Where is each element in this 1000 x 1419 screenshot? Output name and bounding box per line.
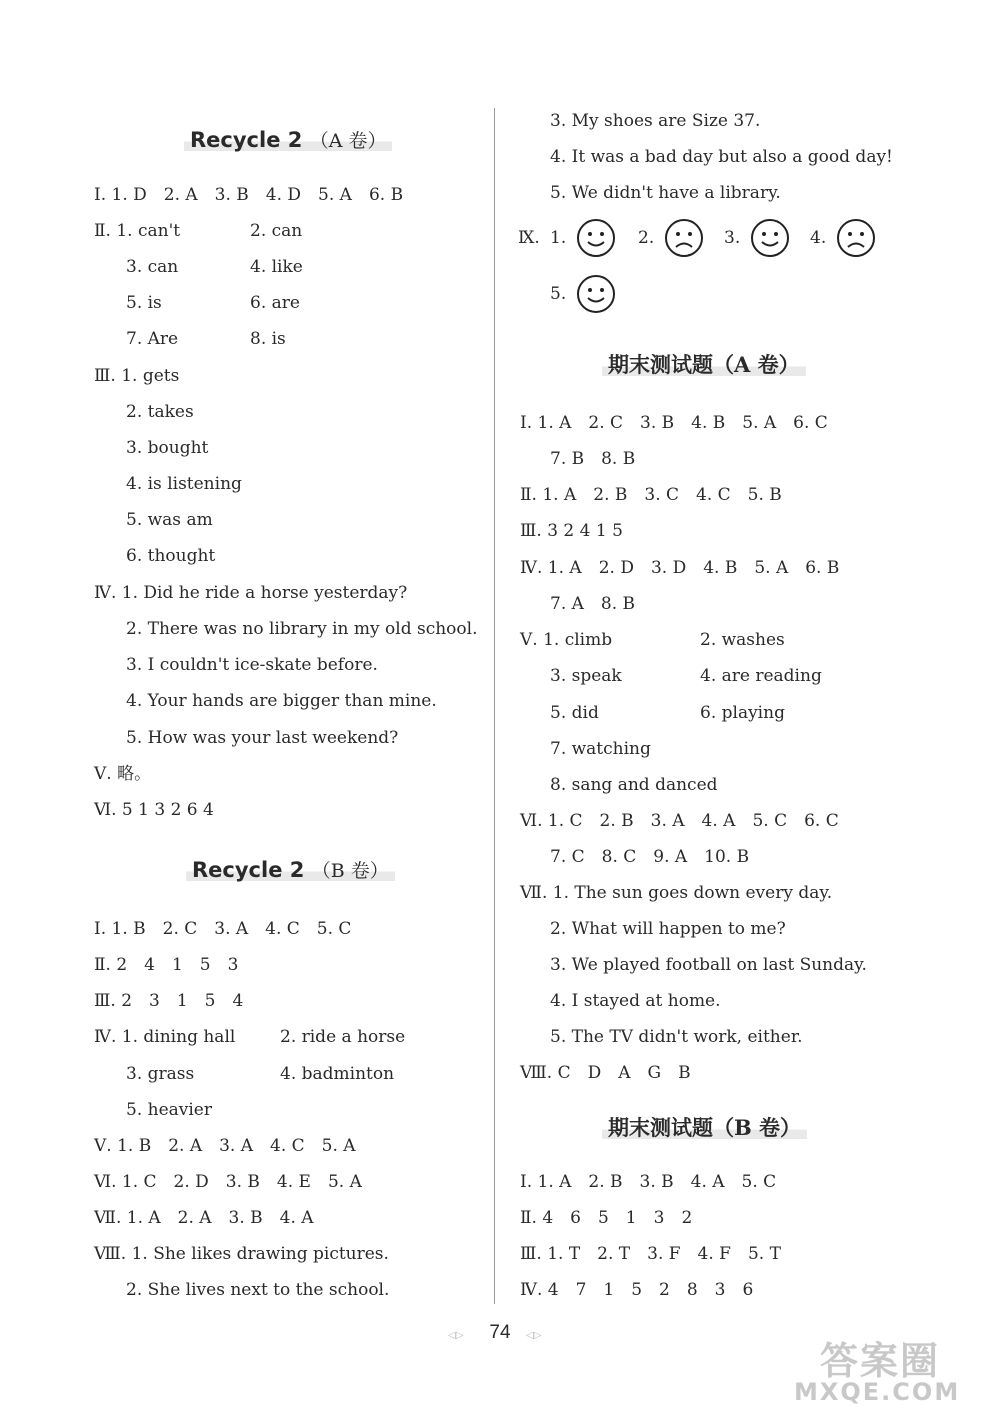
answer-line: 7. Are bbox=[126, 329, 179, 349]
answer-line: 3. grass bbox=[126, 1064, 195, 1084]
question-number: Ⅸ. bbox=[518, 228, 540, 248]
watermark-url: MXQE.COM bbox=[794, 1378, 961, 1406]
face-number: 1. bbox=[550, 228, 567, 248]
face-number: 4. bbox=[810, 228, 827, 248]
answer-line: 8. is bbox=[250, 329, 286, 349]
answer-line: 4. are reading bbox=[700, 666, 822, 686]
answer-line: 4. is listening bbox=[126, 474, 242, 494]
answer-line: Ⅶ. 1. A 2. A 3. B 4. A bbox=[94, 1208, 314, 1228]
answer-line: 4. It was a bad day but also a good day! bbox=[550, 147, 893, 167]
answer-line: Ⅰ. 1. A 2. B 3. B 4. A 5. C bbox=[520, 1172, 777, 1192]
answer-line: 6. playing bbox=[700, 703, 785, 723]
answer-line: Ⅳ. 1. A 2. D 3. D 4. B 5. A 6. B bbox=[520, 558, 840, 578]
answer-line: Ⅱ. 4 6 5 1 3 2 bbox=[520, 1208, 693, 1228]
section-title-recycle2-a bbox=[184, 126, 392, 154]
answer-line: Ⅳ. 1. Did he ride a horse yesterday? bbox=[94, 583, 408, 603]
answer-line: 3. We played football on last Sunday. bbox=[550, 955, 867, 975]
answer-line: 3. speak bbox=[550, 666, 622, 686]
answer-line: Ⅴ. 1. B 2. A 3. A 4. C 5. A bbox=[94, 1136, 356, 1156]
answer-line: 5. heavier bbox=[126, 1100, 212, 1120]
title-sub: （A 卷） bbox=[309, 130, 387, 152]
answer-line: 5. How was your last weekend? bbox=[126, 728, 399, 748]
answer-line: Ⅷ. C D A G B bbox=[520, 1063, 691, 1083]
smiley-face-icon bbox=[576, 218, 616, 258]
smiley-face-icon bbox=[576, 274, 616, 314]
face-number: 5. bbox=[550, 284, 567, 304]
answer-line: Ⅵ. 5 1 3 2 6 4 bbox=[94, 800, 214, 820]
answer-line: Ⅵ. 1. C 2. D 3. B 4. E 5. A bbox=[94, 1172, 362, 1192]
answer-line: Ⅴ. 略。 bbox=[94, 764, 152, 784]
answer-line: 2. washes bbox=[700, 630, 785, 650]
answer-line: 8. sang and danced bbox=[550, 775, 718, 795]
answer-line: Ⅲ. 3 2 4 1 5 bbox=[520, 521, 623, 541]
answer-line: 4. badminton bbox=[280, 1064, 395, 1084]
answer-line: 4. I stayed at home. bbox=[550, 991, 721, 1011]
answer-line: Ⅵ. 1. C 2. B 3. A 4. A 5. C 6. C bbox=[520, 811, 839, 831]
page-number: 74 bbox=[489, 1322, 511, 1343]
answer-line: Ⅳ. 1. dining hall bbox=[94, 1027, 236, 1047]
answer-line: Ⅳ. 4 7 1 5 2 8 3 6 bbox=[520, 1280, 754, 1300]
answer-line: 2. ride a horse bbox=[280, 1027, 406, 1047]
answer-line: 5. is bbox=[126, 293, 162, 313]
title-sub: （B 卷） bbox=[311, 860, 389, 882]
answer-line: Ⅰ. 1. B 2. C 3. A 4. C 5. C bbox=[94, 919, 352, 939]
answer-line: 7. B 8. B bbox=[550, 449, 636, 469]
page-number-ornament-right: ◁▷ bbox=[526, 1330, 542, 1341]
answer-line: 4. Your hands are bigger than mine. bbox=[126, 691, 437, 711]
section-title-final-b: 期末测试题（B 卷） bbox=[602, 1114, 807, 1142]
answer-line: 4. like bbox=[250, 257, 303, 277]
answer-line: 6. thought bbox=[126, 546, 216, 566]
answer-line: 3. I couldn't ice-skate before. bbox=[126, 655, 378, 675]
answer-line: 6. are bbox=[250, 293, 300, 313]
answer-line: 2. She lives next to the school. bbox=[126, 1280, 390, 1300]
answer-line: 7. C 8. C 9. A 10. B bbox=[550, 847, 750, 867]
answer-line: 5. The TV didn't work, either. bbox=[550, 1027, 803, 1047]
page-number-ornament-left: ◁▷ bbox=[448, 1330, 464, 1341]
sad-face-icon bbox=[836, 218, 876, 258]
answer-line: Ⅲ. 2 3 1 5 4 bbox=[94, 991, 244, 1011]
watermark-logo bbox=[780, 1330, 990, 1415]
answer-line: Ⅱ. 2 4 1 5 3 bbox=[94, 955, 239, 975]
answer-line: Ⅰ. 1. D 2. A 3. B 4. D 5. A 6. B bbox=[94, 185, 404, 205]
answer-line: 2. can bbox=[250, 221, 303, 241]
title-en: Recycle 2 bbox=[190, 128, 303, 152]
watermark-text: 答案圈 bbox=[820, 1339, 941, 1383]
answer-line: Ⅴ. 1. climb bbox=[520, 630, 613, 650]
answer-line: Ⅲ. 1. T 2. T 3. F 4. F 5. T bbox=[520, 1244, 781, 1264]
answer-line: 2. What will happen to me? bbox=[550, 919, 786, 939]
answer-line: 7. A 8. B bbox=[550, 594, 636, 614]
answer-line: Ⅱ. 1. can't bbox=[94, 221, 181, 241]
face-number: 2. bbox=[638, 228, 655, 248]
column-divider bbox=[494, 108, 495, 1304]
answer-line: Ⅲ. 1. gets bbox=[94, 366, 180, 386]
answer-line: Ⅶ. 1. The sun goes down every day. bbox=[520, 883, 833, 903]
answer-line: 3. can bbox=[126, 257, 179, 277]
sad-face-icon bbox=[664, 218, 704, 258]
answer-line: 2. takes bbox=[126, 402, 194, 422]
title-en: Recycle 2 bbox=[192, 858, 305, 882]
answer-line: 5. was am bbox=[126, 510, 213, 530]
answer-line: 5. We didn't have a library. bbox=[550, 183, 781, 203]
answer-line: Ⅷ. 1. She likes drawing pictures. bbox=[94, 1244, 389, 1264]
smiley-face-icon bbox=[750, 218, 790, 258]
face-number: 3. bbox=[724, 228, 741, 248]
section-title-recycle2-b bbox=[186, 856, 395, 884]
answer-line: 2. There was no library in my old school. bbox=[126, 619, 478, 639]
answer-line: 3. My shoes are Size 37. bbox=[550, 111, 761, 131]
answer-line: Ⅰ. 1. A 2. C 3. B 4. B 5. A 6. C bbox=[520, 413, 828, 433]
answer-line: 7. watching bbox=[550, 739, 651, 759]
answer-line: 3. bought bbox=[126, 438, 209, 458]
answer-line: 5. did bbox=[550, 703, 599, 723]
answer-line: Ⅱ. 1. A 2. B 3. C 4. C 5. B bbox=[520, 485, 782, 505]
section-title-final-a: 期末测试题（A 卷） bbox=[602, 351, 806, 379]
